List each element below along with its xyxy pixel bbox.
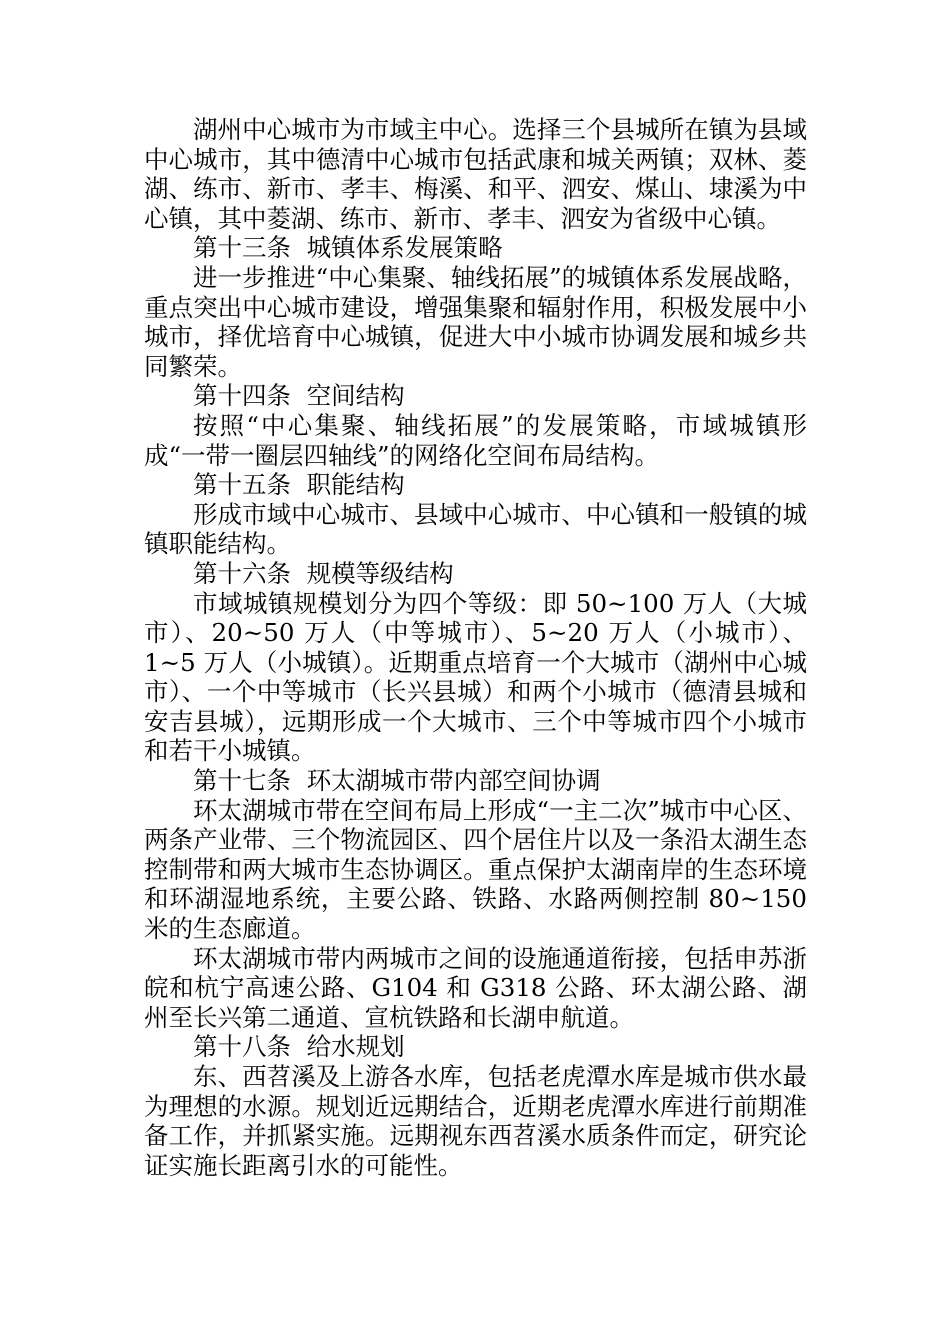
- paragraph-main-center: 湖州中心城市为市域主中心。选择三个县城所在镇为县域中心城市，其中德清中心城市包括武康和城关两镇；双林、菱湖、练市、新市、孝丰、梅溪、和平、泗安、煤山、埭溪为中心镇，其中菱湖、练市、新市、孝丰、泗安为省级中心镇。: [144, 115, 807, 233]
- paragraph-development-strategy: 进一步推进“中心集聚、轴线拓展”的城镇体系发展战略，重点突出中心城市建设，增强集聚和辐射作用，积极发展中小城市，择优培育中心城镇，促进大中小城市协调发展和城乡共同繁荣。: [144, 262, 807, 381]
- article-14-heading: 第十四条 空间结构: [193, 381, 405, 411]
- article-17-heading: 第十七条 环太湖城市带内部空间协调: [193, 766, 601, 796]
- article-13-heading: 第十三条 城镇体系发展策略: [193, 233, 503, 263]
- paragraph-taihu-belt-layout: 环太湖城市带在空间布局上形成“一主二次”城市中心区、两条产业带、三个物流园区、四个居住片以及一条沿太湖生态控制带和两大城市生态协调区。重点保护太湖南岸的生态环境和环湖湿地系统，主要公路、铁路、水路两侧控制 80~150 米的生态廊道。: [144, 795, 807, 944]
- paragraph-scale-levels: 市域城镇规模划分为四个等级：即 50~100 万人（大城市）、20~50 万人（中等城市）、5~20 万人（小城市）、1~5 万人（小城镇）。近期重点培育一个大城市（湖州中心城市）、一个中等城市（长兴县城）和两个小城市（德清县城和安吉县城），远期形成一个大城市、三个中等城市四个小城市和若干小城镇。: [144, 588, 807, 766]
- article-18-heading: 第十八条 给水规划: [193, 1032, 405, 1062]
- paragraph-taihu-belt-corridors: 环太湖城市带内两城市之间的设施通道衔接，包括申苏浙皖和杭宁高速公路、G104 和 G318 公路、环太湖公路、湖州至长兴第二通道、宣杭铁路和长湖申航道。: [144, 943, 807, 1032]
- document-page: [144, 115, 807, 1180]
- article-16-heading: 第十六条 规模等级结构: [193, 558, 454, 588]
- paragraph-functional-structure: 形成市域中心城市、县域中心城市、中心镇和一般镇的城镇职能结构。: [144, 499, 807, 559]
- article-15-heading: 第十五条 职能结构: [193, 470, 405, 500]
- paragraph-water-supply: 东、西苕溪及上游各水库，包括老虎潭水库是城市供水最为理想的水源。规划近远期结合，近期老虎潭水库进行前期准备工作，并抓紧实施。远期视东西苕溪水质条件而定，研究论证实施长距离引水的可能性。: [144, 1062, 807, 1180]
- paragraph-spatial-structure: 按照“中心集聚、轴线拓展”的发展策略，市域城镇形成“一带一圈层四轴线”的网络化空间布局结构。: [144, 410, 807, 470]
